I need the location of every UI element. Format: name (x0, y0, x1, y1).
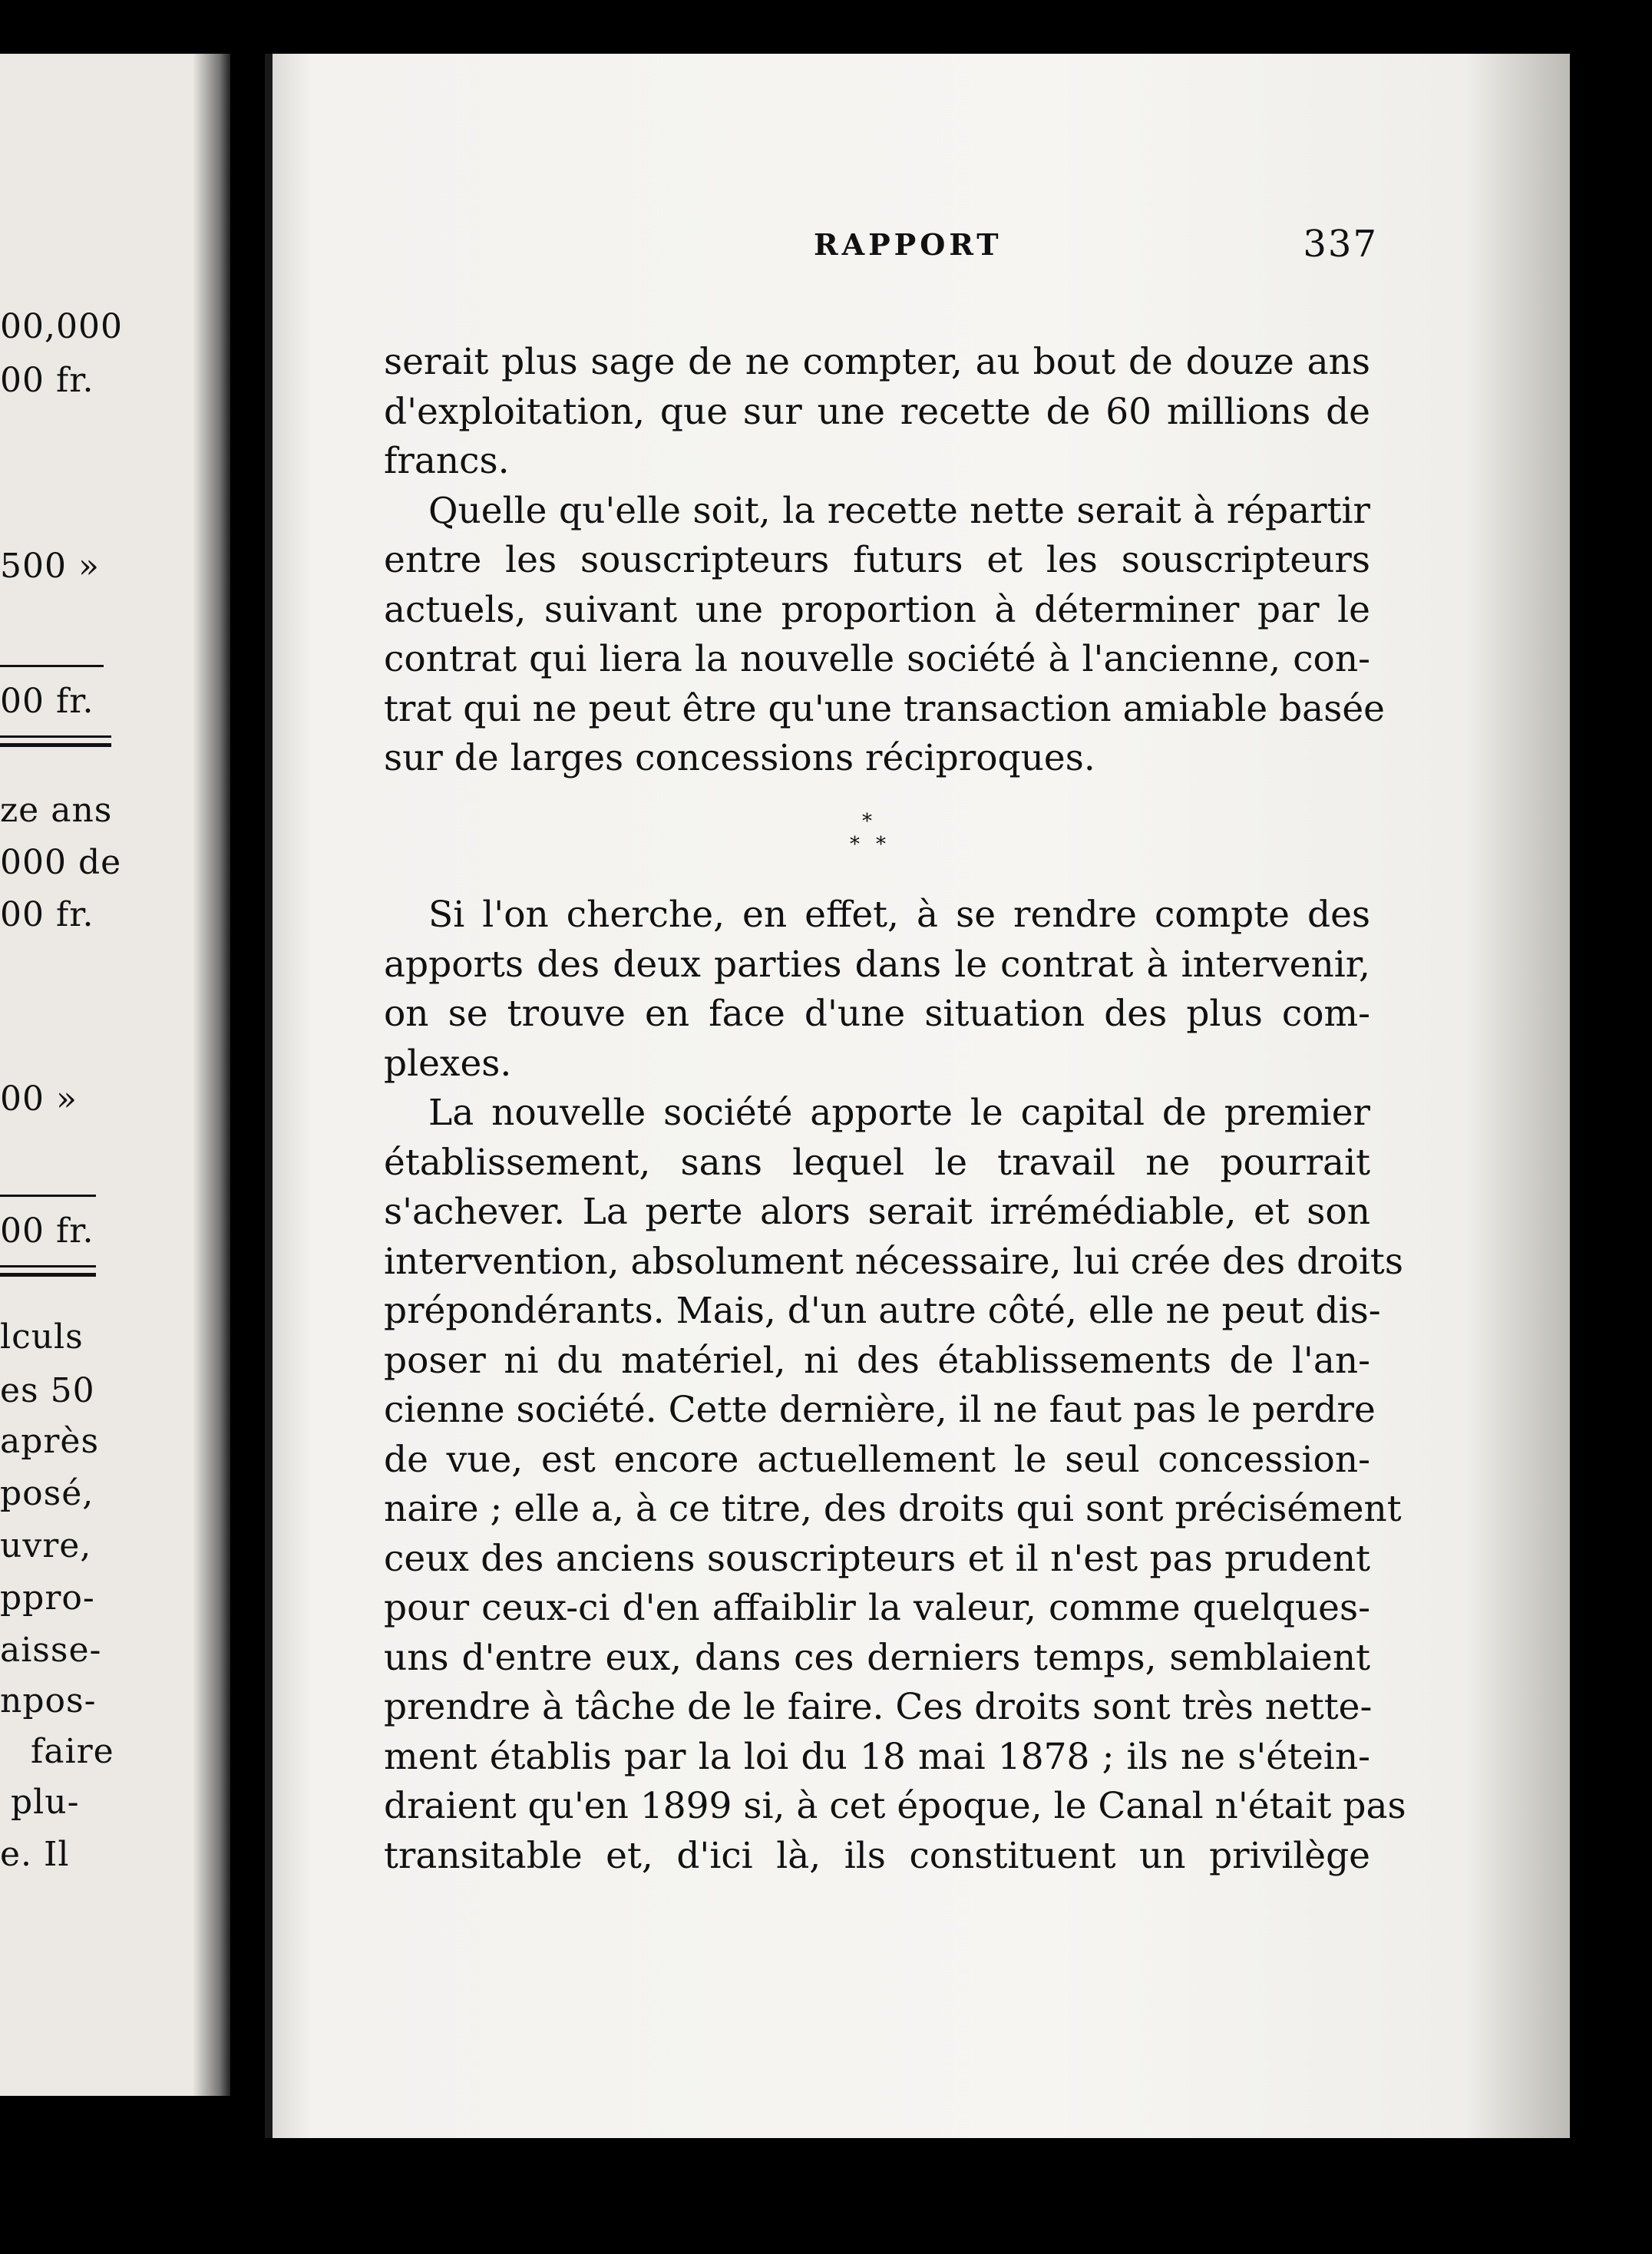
paragraph (384, 487, 1385, 784)
text-line: contrat qui liera la nouvelle société à l'ancienne, con- (384, 638, 1370, 680)
paragraph (384, 1089, 1406, 1881)
text-line: naire ; elle a, à ce titre, des droits qui sont précisément (384, 1488, 1402, 1530)
text-line: uns d'entre eux, dans ces derniers temps, semblaient (384, 1636, 1370, 1679)
paragraph (384, 338, 1370, 487)
text-line: poser ni du matériel, ni des établissements de l'an- (384, 1339, 1370, 1382)
text-line: de vue, est encore actuellement le seul concession- (384, 1438, 1370, 1481)
text-line: serait plus sage de ne compter, au bout de douze ans (384, 341, 1370, 383)
paragraph (384, 891, 1370, 1089)
text-line: francs. (384, 440, 510, 482)
left-line: 00 fr. (0, 895, 94, 934)
left-line: ze ans (0, 791, 113, 830)
asterisk: * (862, 810, 872, 833)
text-line: ment établis par la loi du 18 mai 1878 ; ils ne s'étein- (384, 1735, 1370, 1778)
left-line: faire (31, 1732, 114, 1771)
book-spine (265, 54, 273, 2138)
left-line: 000 de (0, 843, 122, 882)
text-line: cienne société. Cette dernière, il ne faut pas le perdre (384, 1389, 1376, 1431)
left-rule (0, 735, 111, 738)
page-number: 337 (1303, 223, 1378, 266)
text-line: actuels, suivant une proportion à déterminer par le (384, 588, 1370, 631)
text-line: s'achever. La perte alors serait irrémédiable, et son (384, 1191, 1370, 1233)
gutter-shadow (193, 54, 230, 2096)
left-line: 00 fr. (0, 1211, 94, 1251)
body-text-upper (384, 338, 1385, 784)
text-line: La nouvelle société apporte le capital de premier (428, 1092, 1370, 1134)
left-line: ppro- (0, 1578, 95, 1618)
left-line: npos- (0, 1681, 97, 1720)
text-line: intervention, absolument nécessaire, lui crée des droits (384, 1240, 1403, 1283)
left-rule (0, 743, 111, 747)
text-line: on se trouve en face d'une situation des plus com- (384, 993, 1370, 1035)
text-line: plexes. (384, 1042, 512, 1085)
left-line: es 50 (0, 1371, 95, 1410)
left-line: 00,000 (0, 307, 123, 346)
left-line: lculs (0, 1317, 84, 1357)
text-line: ceux des anciens souscripteurs et il n'est pas prudent (384, 1537, 1370, 1580)
left-line: après (0, 1422, 100, 1461)
left-line: plu- (11, 1783, 80, 1822)
text-line: pour ceux-ci d'en affaiblir la valeur, comme quelques- (384, 1587, 1370, 1629)
text-line: draient qu'en 1899 si, à cet époque, le Canal n'était pas (384, 1785, 1406, 1827)
left-rule (0, 1273, 96, 1277)
body-text-lower (384, 891, 1406, 1881)
page-header (388, 223, 1378, 273)
text-line: transitable et, d'ici là, ils constituent un privilège (384, 1834, 1370, 1877)
text-line: prendre à tâche de le faire. Ces droits sont très nette- (384, 1686, 1373, 1728)
left-line: 500 » (0, 547, 100, 586)
text-line: trat qui ne peut être qu'une transaction amiable basée (384, 687, 1385, 730)
text-line: apports des deux parties dans le contrat à intervenir, (384, 943, 1370, 986)
asterisk: * (850, 833, 860, 856)
left-rule (0, 1265, 96, 1267)
text-line: entre les souscripteurs futurs et les souscripteurs (384, 539, 1370, 581)
left-line: 00 » (0, 1079, 78, 1119)
section-separator-asterism (841, 810, 902, 864)
running-head: RAPPORT (814, 227, 1003, 262)
text-line: sur de larges concessions réciproques. (384, 737, 1095, 779)
left-line: aisse- (0, 1631, 102, 1670)
left-rule (0, 1195, 96, 1197)
text-line: prépondérants. Mais, d'un autre côté, elle ne peut dis- (384, 1290, 1381, 1332)
left-line: posé, (0, 1474, 94, 1513)
asterisk: * (876, 833, 886, 856)
text-line: établissement, sans lequel le travail ne pourrait (384, 1141, 1370, 1184)
text-line: Si l'on cherche, en effet, à se rendre compte des (428, 894, 1370, 936)
left-line: e. Il (0, 1835, 70, 1874)
text-line: d'exploitation, que sur une recette de 60 millions de (384, 390, 1370, 433)
left-line: 00 fr. (0, 361, 94, 400)
left-line: 00 fr. (0, 682, 94, 721)
left-line: uvre, (0, 1526, 92, 1565)
text-line: Quelle qu'elle soit, la recette nette serait à répartir (428, 489, 1370, 532)
left-rule (0, 665, 104, 667)
